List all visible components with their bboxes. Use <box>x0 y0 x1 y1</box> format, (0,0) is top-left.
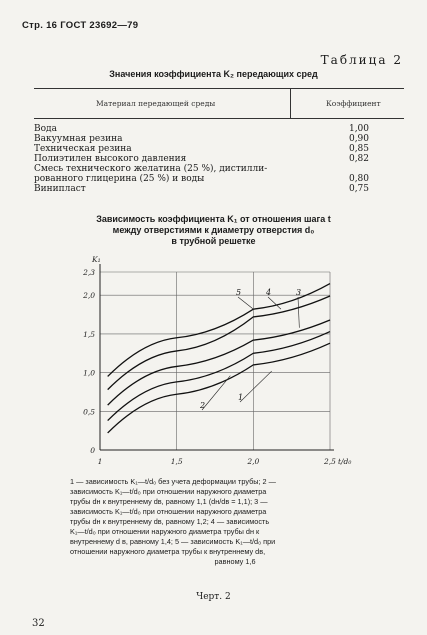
y-tick-label: 2,0 <box>83 291 95 301</box>
x-axis-label: t/d₀ <box>338 457 352 466</box>
series-leader-3 <box>298 297 299 328</box>
series-label-2: 2 <box>200 401 206 410</box>
chart-title <box>0 214 427 247</box>
material-cell: Винипласт <box>34 184 86 194</box>
y-axis-label: K₁ <box>92 255 101 264</box>
series-leader-4 <box>268 297 281 309</box>
chart-title-line-2: между отверстиями к диаметру отверстия d₀ <box>112 225 315 235</box>
series-leader-2 <box>202 376 230 410</box>
x-tick-label: 1 <box>97 457 103 466</box>
table-row <box>34 154 404 164</box>
table-title: Значения коэффициента K₂ передающих сред <box>109 69 318 79</box>
series-label-3: 3 <box>296 288 302 297</box>
x-tick-label: 2,5 <box>324 457 336 466</box>
chart-legend <box>70 477 400 567</box>
column-header-coefficient: Коэффициент <box>326 99 381 108</box>
legend-line: трубы dн к внутреннему dв, равному 1,1 (dн/dв = 1,1); 3 — <box>70 497 268 506</box>
y-tick-label: 0,5 <box>83 407 95 417</box>
legend-line: зависимость K₁—t/d₀ при отношении наружного диаметра <box>70 487 267 496</box>
coefficient-cell: 0,82 <box>348 154 370 164</box>
series-line-4 <box>108 296 330 390</box>
table-row <box>34 144 404 154</box>
material-cell: Вакуумная резина <box>34 134 123 144</box>
table-row <box>34 124 404 134</box>
legend-line: внутреннему d в, равному 1,4; 5 — зависимость K₁—t/d₀ при <box>70 537 276 546</box>
table-row <box>34 164 404 174</box>
coefficient-cell: 0,80 <box>348 174 370 184</box>
page-header: Стр. 16 ГОСТ 23692—79 <box>22 20 139 31</box>
chart-title-line-1: Зависимость коэффициента K₁ от отношения шага t <box>96 214 331 224</box>
series-leader-5 <box>238 297 253 309</box>
material-cell: Смесь технического желатина (25 %), дистилли- <box>34 164 268 174</box>
series-leader-1 <box>240 371 272 402</box>
legend-line: равному 1,6 <box>214 557 256 566</box>
table-row <box>34 174 404 184</box>
legend-line: K₁—t/d₀ при отношении наружного диаметра трубы dн к <box>70 527 260 536</box>
x-tick-label: 2,0 <box>247 457 260 466</box>
table-row <box>34 184 404 194</box>
legend-line: 1 — зависимость K₁—t/d₀ без учета деформации трубы; 2 — <box>70 477 276 486</box>
chart-labels <box>82 255 351 466</box>
table-number: Таблица 2 <box>320 53 403 67</box>
table-row <box>34 134 404 144</box>
legend-line: трубы dн к внутреннему dв, равному 1,2; 4 — зависимость <box>70 517 270 526</box>
series-label-5: 5 <box>236 288 242 297</box>
y-tick-label: 1,0 <box>83 368 95 378</box>
table-top-rule <box>34 88 404 89</box>
figure-caption: Черт. 2 <box>196 592 231 602</box>
chart-series <box>108 284 330 433</box>
table-column-divider <box>290 88 291 118</box>
table-header-rule <box>34 118 404 119</box>
coefficient-cell: 0,75 <box>348 184 370 194</box>
y-tick-label: 1,5 <box>83 329 95 339</box>
chart-grid <box>100 272 330 450</box>
legend-line: отношении наружного диаметра трубы к внутреннему dв, <box>70 547 266 556</box>
column-header-material: Материал передающей среды <box>96 99 216 108</box>
series-label-1: 1 <box>238 393 244 402</box>
x-tick-label: 1,5 <box>170 457 183 466</box>
material-cell: рованного глицерина (25 %) и воды <box>34 174 205 184</box>
material-cell: Техническая резина <box>34 144 132 154</box>
material-cell: Вода <box>34 124 57 134</box>
legend-line: зависимость K₁—t/d₀ при отношении наружного диаметра <box>70 507 267 516</box>
coefficient-cell: 1,00 <box>348 124 370 134</box>
y-tick-label: 0 <box>90 446 95 455</box>
chart-title-line-3: в трубной решетке <box>171 236 256 246</box>
material-cell: Полиэтилен высокого давления <box>34 154 187 164</box>
coefficient-cell: 0,90 <box>348 134 370 144</box>
y-tick-label: 2,3 <box>83 268 95 277</box>
coefficient-cell: 0,85 <box>348 144 370 154</box>
series-label-4: 4 <box>266 288 272 297</box>
k1-chart <box>0 250 427 475</box>
page-number: 32 <box>32 618 45 629</box>
